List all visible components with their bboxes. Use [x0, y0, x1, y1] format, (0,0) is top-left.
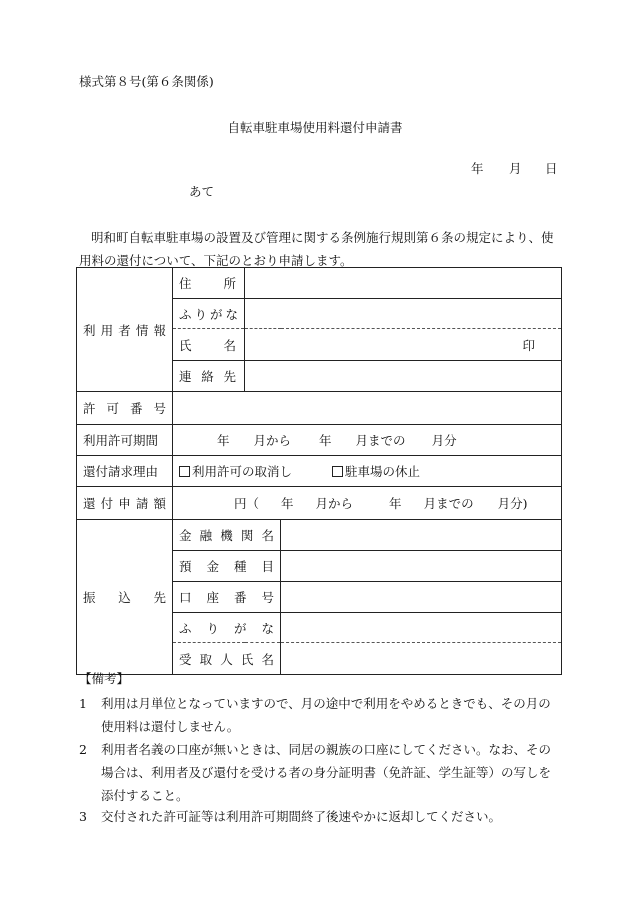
- address-field[interactable]: [245, 268, 562, 299]
- reason-cancel-label: 利用許可の取消し: [192, 464, 293, 479]
- deposit-type-field[interactable]: [281, 551, 562, 582]
- document-title: 自転車駐車場使用料還付申請書: [227, 120, 403, 135]
- address-label: 住 所: [179, 276, 236, 291]
- deposit-type-label: 預 金 種 目: [179, 559, 274, 574]
- checkbox-icon: [179, 466, 190, 477]
- transfer-furigana-field[interactable]: [281, 613, 562, 643]
- user-info-section-label: [77, 268, 173, 392]
- bank-label-cell: [173, 520, 281, 551]
- note-text: 交付された許可証等は利用許可期間終了後速やかに返却してください。: [101, 809, 502, 824]
- refund-amount-months: 月分): [497, 496, 528, 511]
- permit-period-year2: 年: [319, 433, 332, 448]
- addressee-label: あて: [189, 184, 215, 199]
- note-item: [79, 738, 563, 807]
- refund-amount-year2: 年: [389, 496, 402, 511]
- permit-period-from: 月から: [253, 433, 292, 448]
- intro-paragraph: 明和町自転車駐車場の設置及び管理に関する条例施行規則第６条の規定により、使用料の還付について、下記のとおり申請します。: [79, 230, 554, 268]
- user-info-section-text: 利 用 者 情 報: [83, 322, 166, 338]
- recipient-label-cell: [173, 643, 281, 675]
- permit-number-field[interactable]: [173, 392, 562, 425]
- seal-mark: 印: [522, 337, 535, 353]
- note-number: 2: [79, 742, 87, 757]
- permit-period-label-cell: [77, 425, 173, 456]
- recipient-label: 受 取 人 氏 名: [179, 651, 274, 667]
- furigana-field[interactable]: [245, 299, 562, 329]
- permit-number-label-cell: [77, 392, 173, 425]
- address-label-cell: [173, 268, 245, 299]
- note-text: 利用者名義の口座が無いときは、同居の親族の口座にしてください。なお、その場合は、利用者及び還付を受ける者の身分証明書（免許証、学生証等）の写しを添付すること。: [101, 742, 552, 803]
- account-number-label: 口 座 番 号: [179, 590, 274, 605]
- reason-suspend-checkbox[interactable]: [332, 462, 420, 480]
- transfer-section-label: [77, 520, 173, 675]
- application-form-table: [76, 267, 562, 675]
- refund-amount-yen: 円（: [234, 496, 260, 511]
- note-item: [79, 805, 563, 828]
- contact-label-cell: [173, 361, 245, 392]
- name-field[interactable]: [245, 329, 562, 361]
- refund-amount-from: 月から: [315, 496, 354, 511]
- refund-amount-field[interactable]: [173, 487, 562, 520]
- date-day-label: 日: [545, 161, 558, 176]
- checkbox-icon: [332, 466, 343, 477]
- permit-period-field[interactable]: [173, 425, 562, 456]
- bank-field[interactable]: [281, 520, 562, 551]
- account-number-field[interactable]: [281, 582, 562, 613]
- name-label: 氏 名: [179, 337, 236, 353]
- contact-field[interactable]: [245, 361, 562, 392]
- refund-amount-until: 月までの: [423, 496, 474, 511]
- permit-period-year1: 年: [217, 433, 230, 448]
- permit-period-until: 月までの: [355, 433, 406, 448]
- note-item: [79, 692, 563, 738]
- date-month-label: 月: [509, 161, 522, 176]
- date-year-label: 年: [471, 161, 484, 176]
- permit-period-label: 利用許可期間: [83, 433, 159, 448]
- refund-amount-label-cell: [77, 487, 173, 520]
- refund-reason-label: 還付請求理由: [83, 464, 159, 479]
- refund-reason-label-cell: [77, 456, 173, 487]
- furigana-label-cell: [173, 299, 245, 329]
- transfer-section-text: 振 込 先: [83, 590, 166, 605]
- refund-amount-label: 還 付 申 請 額: [83, 496, 166, 511]
- bank-label: 金 融 機 関 名: [179, 528, 274, 543]
- permit-number-label: 許 可 番 号: [83, 401, 166, 416]
- note-number: 1: [79, 696, 87, 711]
- note-number: 3: [79, 809, 87, 824]
- recipient-field[interactable]: [281, 643, 562, 675]
- account-number-label-cell: [173, 582, 281, 613]
- contact-label: 連 絡 先: [179, 369, 236, 384]
- deposit-type-label-cell: [173, 551, 281, 582]
- notes-heading: 【備考】: [79, 671, 130, 686]
- form-reference: 様式第８号(第６条関係): [79, 74, 214, 89]
- furigana-label: ふ り が な: [179, 306, 238, 322]
- reason-cancel-checkbox[interactable]: [179, 462, 292, 480]
- refund-amount-year1: 年: [281, 496, 294, 511]
- reason-suspend-label: 駐車場の休止: [345, 464, 421, 479]
- name-label-cell: [173, 329, 245, 361]
- transfer-furigana-label-cell: [173, 613, 281, 643]
- transfer-furigana-label: ふ り が な: [179, 620, 274, 636]
- permit-period-months: 月分: [431, 433, 457, 448]
- note-text: 利用は月単位となっていますので、月の途中で利用をやめるときでも、その月の使用料は還付しません。: [101, 696, 551, 734]
- refund-reason-field: [173, 456, 562, 487]
